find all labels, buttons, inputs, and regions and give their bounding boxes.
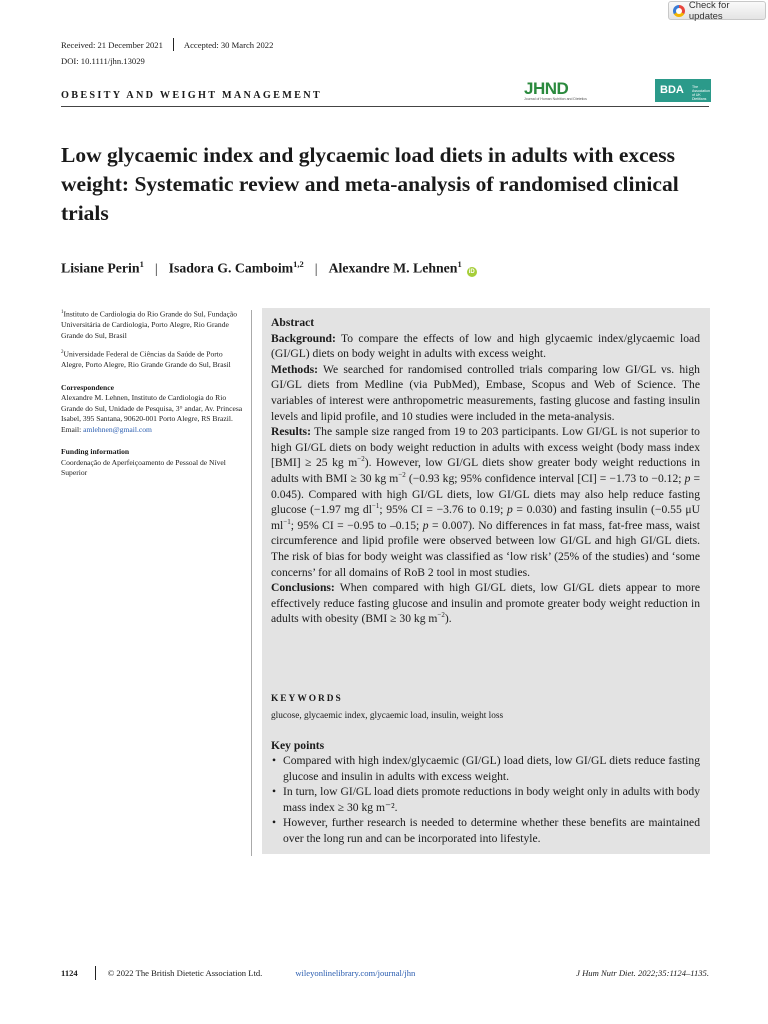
correspondence-text: Alexandre M. Lehnen, Instituto de Cardiologia do Rio Grande do Sul, Unidade de Pesquisa, 3° andar, Av. Princesa Isabel, 395 Santana, 90620-001 Porto Alegre, RS Brazil. Email: amlehnen@gmail.com: [61, 393, 243, 434]
crossmark-icon: [673, 5, 685, 17]
abstract-results: Results: The sample size ranged from 19 to 203 participants. Low GI/GL is not superior to high GI/GL diets on body weight reduction in adults with excess weight (body mass index [BMI] ≥ 25 kg $m^{-2}$). However, low GI/GL diets show greater body weight reductions in adults with BMI ≥ 30 kg $m^{-2}$ (−0.93 kg; 95% confidence interval [CI] = −1.73 to −0.12; p = 0.045). Compared with high GI/GL diets, low GI/GL diets may also help reduce fasting glucose (−1.97 mg $dl^{-1}$; 95% CI = −3.76 to 0.19; p = 0.030) and fasting insulin (−0.55 μU $ml^{-1}$; 95% CI = −0.95 to –0.15; p = 0.007). No differences in fat mass, fat-free mass, waist circumference and lipid profile were observed between low GI/GL and high GI/GL diets. The risk of bias for body weight was classified as ‘low risk’ (25% of the studies) and ‘some concerns’ for all domains of RoB 2 tool in most studies.: [271, 425, 701, 579]
accepted-date: Accepted: 30 March 2022: [183, 39, 274, 50]
orcid-icon[interactable]: iD: [468, 268, 475, 275]
column-divider: [251, 310, 252, 856]
article-title: Low glycaemic index and glycaemic load diets in adults with excess weight: Systematic review and meta-analysis of randomised clinical trials: [61, 143, 679, 225]
key-point: • However, further research is needed to determine whether these benefits are maintained over the long run and can be incorporated into lifestyle.: [271, 815, 700, 846]
date-divider: [173, 38, 174, 51]
check-for-updates-button[interactable]: [668, 1, 766, 20]
article-dates: [61, 38, 273, 51]
correspondence-heading: Correspondence: [61, 382, 115, 392]
journal-link[interactable]: wileyonlinelibrary.com/journal/jhn: [295, 968, 416, 978]
email-link[interactable]: amlehnen@gmail.com: [83, 424, 152, 434]
page-number: 1124: [61, 968, 78, 978]
affiliation: $^2$Universidade Federal de Ciências da Saúde de Porto Alegre, Porto Alegre, Rio Grande Grande do Sul, Brasil: [61, 349, 231, 370]
author-list: [61, 259, 477, 277]
author-name: Alexandre M. Lehnen$^1$: [328, 259, 462, 276]
author-name: Isadora G. Camboim$^{1,2}$: [168, 259, 304, 276]
author-divider: |: [154, 260, 158, 276]
journal-logo: JHND Journal of Human Nutrition and Dietetics: [524, 79, 587, 101]
key-points-list: [271, 753, 700, 847]
section-divider: [61, 106, 709, 107]
key-point: • Compared with high index/glycaemic (GI/GL) load diets, low GI/GL diets reduce fasting glucose and insulin in adults with excess weight.: [271, 753, 700, 784]
key-points-heading: Key points: [271, 739, 325, 752]
received-date: Received: 21 December 2021: [61, 39, 163, 50]
bda-logo: BDA The Association of UK Dietitians: [655, 79, 711, 102]
copyright: © 2022 The British Dietetic Association Ltd.: [107, 968, 263, 978]
funding-heading: Funding information: [61, 447, 130, 457]
funding-text: Coordenação de Aperfeiçoamento de Pessoal de Nível Superior: [61, 457, 226, 478]
footer-divider: [95, 966, 96, 980]
keywords-list: glucose, glycaemic index, glycaemic load, insulin, weight loss: [271, 711, 504, 721]
author-divider: |: [314, 260, 318, 276]
check-for-updates-label: Check for updates: [688, 0, 730, 22]
abstract-background: Background: To compare the effects of low and high glycaemic index/glycaemic load (GI/GL) diets on body weight in adults with excess weight.: [271, 331, 700, 361]
abstract-heading: Abstract: [271, 316, 315, 329]
page-footer: [61, 966, 709, 980]
author-name: Lisiane Perin$^1$: [61, 259, 144, 276]
abstract: [271, 315, 700, 627]
article-sidebar: [61, 308, 245, 486]
section-heading: OBESITY AND WEIGHT MANAGEMENT: [61, 90, 322, 101]
abstract-conclusions: Conclusions: When compared with high GI/GL diets, low GI/GL diets appear to more effectively reduce fasting glucose and insulin and promote greater body weight reduction in adults with obesity (BMI ≥ 30 kg $m^{-2}$).: [271, 581, 700, 626]
keywords-heading: KEYWORDS: [271, 694, 343, 704]
citation: J Hum Nutr Diet. 2022;35:1124–1135.: [576, 968, 709, 978]
key-point: • In turn, low GI/GL load diets promote reductions in body weight only in adults with body mass index ≥ 30 kg m⁻².: [271, 784, 700, 815]
doi: DOI: 10.1111/jhn.13029: [61, 56, 145, 66]
affiliation: $^1$Instituto de Cardiologia do Rio Grande do Sul, Fundação Universitária de Cardiologia, Porto Alegre, Rio Grande Grande do Sul, Brasil: [61, 309, 238, 340]
abstract-methods: Methods: We searched for randomised controlled trials comparing low GI/GL vs. high GI/GL diets from Medline (via PubMed), Embase, Scopus and Web of Science. The variables of interest were anthropometric measurements, fasting glucose and fasting insulin levels and lipid profile, and 10 studies were included in the meta-analysis.: [271, 362, 700, 423]
